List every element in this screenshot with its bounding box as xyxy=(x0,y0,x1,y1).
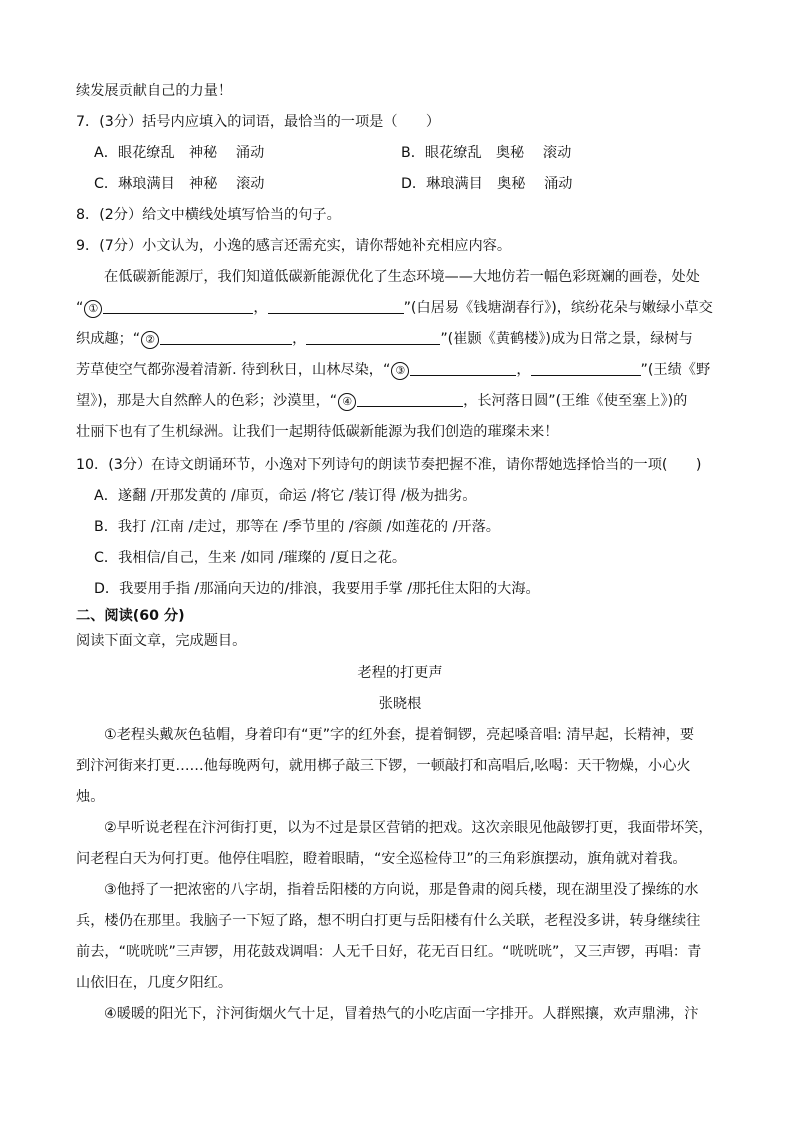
text-fragment: ， xyxy=(253,300,268,316)
text-fragment: ”(白居易《钱塘湖春行》)，缤纷花朵与嫩绿小草交 xyxy=(403,300,713,316)
q10-stem: 10．(3分）在诗文朗诵环节，小逸对下列诗句的朗读节奏把握不准，请你帮她选择恰当的一项( ) xyxy=(76,457,702,473)
q7-option-b[interactable]: B．眼花缭乱 奥秘 滚动 xyxy=(401,145,572,161)
text-fragment: ， xyxy=(292,331,307,347)
blank-number-2: ② xyxy=(141,331,159,349)
answer-blank-4[interactable] xyxy=(357,391,463,407)
answer-blank-1a[interactable] xyxy=(103,298,253,314)
article-p4-line-1: ④暖暖的阳光下，汴河街烟火气十足，冒着热气的小吃店面一字排开。人群熙攘，欢声鼎沸，汴 xyxy=(104,1006,699,1022)
q7-options-row-1 xyxy=(94,143,724,163)
q7-option-d[interactable]: D．琳琅满目 奥秘 涌动 xyxy=(401,176,573,192)
q8-stem: 8．(2分）给文中横线处填写恰当的句子。 xyxy=(76,207,341,223)
text-fragment: ”(崔颢《黄鹤楼》)成为日常之景，绿树与 xyxy=(440,331,693,347)
article-p3-line-4: 山依旧在，几度夕阳红。 xyxy=(76,975,233,991)
answer-blank-3a[interactable] xyxy=(410,360,516,376)
article-p3-line-3: 前去，“咣咣咣”三声锣，用花鼓戏调唱：人无千日好，花无百日红。“咣咣咣”，又三声锣，再唱：青 xyxy=(76,944,702,960)
q7-option-c[interactable]: C．琳琅满目 神秘 滚动 xyxy=(94,176,265,192)
article-p1-line-2: 到汴河街来打更……他每晚两句，就用梆子敲三下锣，一顿敲打和高唱后,吆喝：天干物燥，小心火 xyxy=(76,758,691,774)
blank-number-1: ① xyxy=(84,300,102,318)
intro-tail-text: 续发展贡献自己的力量！ xyxy=(76,83,233,99)
text-fragment: “ xyxy=(76,300,84,316)
q10-option-d[interactable]: D．我要用手指 /那涌向天边的/排浪，我要用手掌 /那托住太阳的大海。 xyxy=(94,581,540,597)
text-fragment: ”(王绩《野 xyxy=(640,362,711,378)
text-fragment: ，长河落日圆”(王维《使至塞上》)的 xyxy=(463,393,688,409)
article-p2-line-2: 问老程白天为何打更。他停住唱腔，瞪着眼睛，“安全巡检侍卫”的三角彩旗摆动，旗角就对着我。 xyxy=(76,851,687,867)
article-p3-line-1: ③他捋了一把浓密的八字胡，指着岳阳楼的方向说，那是鲁肃的阅兵楼，现在湖里没了操练的水 xyxy=(104,882,699,898)
q9-paragraph-line-2 xyxy=(76,298,724,318)
text-fragment: 芳草使空气都弥漫着清新. 待到秋日，山林尽染，“ xyxy=(76,362,391,378)
answer-blank-1b[interactable] xyxy=(268,298,404,314)
article-title: 老程的打更声 xyxy=(357,665,443,681)
answer-blank-3b[interactable] xyxy=(531,360,641,376)
blank-number-3: ③ xyxy=(391,362,409,380)
q10-option-b[interactable]: B．我打 /江南 /走过，那等在 /季节里的 /容颜 /如莲花的 /开落。 xyxy=(94,519,500,535)
article-p2-line-1: ②早听说老程在汴河街打更，以为不过是景区营销的把戏。这次亲眼见他敲锣打更，我面带坏笑， xyxy=(104,820,713,836)
q7-options-row-2 xyxy=(94,174,724,194)
q7-option-a[interactable]: A．眼花缭乱 神秘 涌动 xyxy=(94,145,265,161)
q10-option-c[interactable]: C．我相信/自己，生来 /如同 /璀璨的 /夏日之花。 xyxy=(94,550,407,566)
q9-paragraph-line-3 xyxy=(76,329,724,349)
q9-paragraph-line-4 xyxy=(76,360,724,380)
q9-paragraph-line-1: 在低碳新能源厅，我们知道低碳新能源优化了生态环境——大地仿若一幅色彩斑斓的画卷，处处 xyxy=(104,269,700,285)
article-author: 张晓根 xyxy=(378,696,422,712)
article-p1-line-1: ①老程头戴灰色毡帽，身着印有“更”字的红外套，提着铜锣，亮起嗓音唱: 清早起，长精神，要 xyxy=(104,727,695,743)
section-instruction: 阅读下面文章，完成题目。 xyxy=(76,633,247,649)
blank-number-4: ④ xyxy=(338,393,356,411)
text-fragment: 织成趣；“ xyxy=(76,331,141,347)
q9-paragraph-line-6: 壮丽下也有了生机绿洲。让我们一起期待低碳新能源为我们创造的璀璨未来！ xyxy=(76,424,559,440)
text-fragment: 望》)，那是大自然醉人的色彩；沙漠里，“ xyxy=(76,393,338,409)
q9-stem: 9．(7分）小文认为，小逸的感言还需充实，请你帮她补充相应内容。 xyxy=(76,238,512,254)
q9-paragraph-line-5 xyxy=(76,391,724,411)
q10-option-a[interactable]: A．遂翻 /开那发黄的 /扉页，命运 /将它 /装订得 /极为拙劣。 xyxy=(94,488,477,504)
article-p1-line-3: 烛。 xyxy=(76,789,105,805)
q7-stem: 7．(3分）括号内应填入的词语，最恰当的一项是（ ） xyxy=(76,114,441,130)
article-p3-line-2: 兵，楼仍在那里。我脑子一下短了路，想不明白打更与岳阳楼有什么关联，老程没多讲，转身继续往 xyxy=(76,913,701,929)
answer-blank-2a[interactable] xyxy=(160,329,292,345)
section-heading: 二、阅读(60 分) xyxy=(76,608,185,624)
answer-blank-2b[interactable] xyxy=(306,329,440,345)
text-fragment: ， xyxy=(516,362,531,378)
